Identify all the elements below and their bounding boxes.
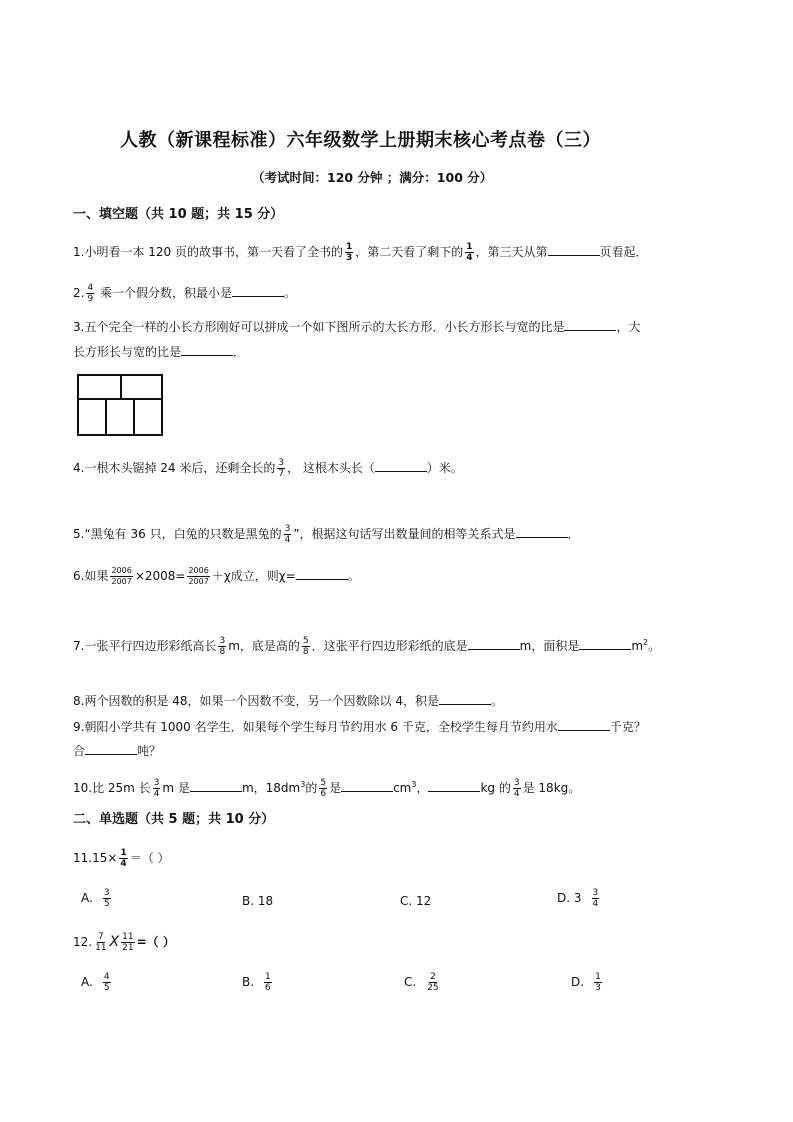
- question-9-line-1: 9.朝阳小学共有 1000 名学生．如果每个学生每月节约用水 6 千克，全校学生每月节约用水 千克？: [73, 717, 646, 737]
- fraction: $\frac{3}{4}$: [284, 524, 291, 545]
- answer-blank[interactable]: [85, 741, 137, 755]
- answer-blank[interactable]: [516, 524, 568, 538]
- answer-blank[interactable]: [428, 778, 480, 792]
- fraction: $\frac{1}{3}$: [595, 972, 601, 993]
- section-heading-single-choice: 二、单选题（共 5 题；共 10 分）: [73, 812, 275, 827]
- option-c[interactable]: C. 12: [400, 894, 432, 908]
- fraction: $\frac{1}{3}$: [345, 242, 353, 263]
- figure-horizontal-line: [79, 398, 161, 400]
- question-11: 11.15× $\frac{1}{4}$ ＝（ ）: [73, 848, 170, 869]
- answer-blank[interactable]: [232, 283, 284, 297]
- fraction: $\frac{1}{4}$: [120, 848, 127, 869]
- page-title: 人教（新课程标准）六年级数学上册期末核心考点卷（三）: [120, 130, 601, 151]
- fraction: $\frac{3}{4}$: [592, 888, 599, 909]
- fraction: $\frac{2006}{2007}$: [111, 566, 132, 586]
- answer-blank[interactable]: [181, 342, 233, 356]
- option-c[interactable]: C. $\frac{2}{25}$: [404, 972, 439, 993]
- answer-blank[interactable]: [564, 317, 616, 331]
- section-heading-fill-in: 一、填空题（共 10 题；共 15 分）: [73, 207, 284, 222]
- option-a[interactable]: A. $\frac{3}{5}$: [81, 888, 110, 909]
- question-8: 8.两个因数的积是 48，如果一个因数不变，另一个因数除以 4，积是 。: [73, 691, 503, 711]
- figure-vertical-line: [120, 376, 122, 398]
- fraction: $\frac{3}{7}$: [278, 458, 285, 479]
- figure-vertical-line: [105, 398, 107, 436]
- answer-blank[interactable]: [341, 778, 393, 792]
- answer-blank[interactable]: [548, 242, 600, 256]
- answer-blank[interactable]: [375, 458, 427, 472]
- fraction: $\frac{4}{5}$: [103, 972, 110, 993]
- fraction: $\frac{2}{25}$: [427, 972, 439, 993]
- fraction: $\frac{4}{9}$: [87, 283, 94, 304]
- fraction: $\frac{11}{21}$: [122, 932, 134, 953]
- figure-vertical-line: [133, 398, 135, 436]
- option-d[interactable]: D. 3 $\frac{3}{4}$: [557, 888, 599, 909]
- answer-blank[interactable]: [579, 636, 631, 650]
- fraction: $\frac{3}{8}$: [219, 636, 226, 657]
- option-b[interactable]: B. 18: [242, 894, 274, 908]
- question-12: 12. $\frac{7}{11}$ X $\frac{11}{21}$ =（ ）: [73, 932, 175, 953]
- fraction: $\frac{3}{4}$: [153, 778, 160, 799]
- fraction: $\frac{5}{6}$: [320, 778, 327, 799]
- option-a[interactable]: A. $\frac{4}{5}$: [81, 972, 110, 993]
- question-3-line-1: 3.五个完全一样的小长方形刚好可以拼成一个如下图所示的大长方形．小长方形长与宽的比是 ，大: [73, 317, 640, 337]
- fraction: $\frac{1}{6}$: [265, 972, 271, 993]
- option-d[interactable]: D. $\frac{1}{3}$: [571, 972, 601, 993]
- answer-blank[interactable]: [190, 778, 242, 792]
- rectangle-figure: [77, 374, 163, 436]
- fraction: $\frac{3}{4}$: [513, 778, 520, 799]
- answer-blank[interactable]: [558, 717, 610, 731]
- question-6: 6.如果 $\frac{2006}{2007}$ ×2008= $\frac{2006}{2007}$ ＋χ成立，则χ= 。: [73, 566, 360, 586]
- answer-blank[interactable]: [468, 636, 520, 650]
- question-9-line-2: 合 吨？: [73, 741, 161, 761]
- fraction: $\frac{7}{11}$: [95, 932, 107, 953]
- question-7: 7.一张平行四边形彩纸高长 $\frac{3}{8}$ m，底是高的 $\frac{5}{8}$ ．这张平行四边形彩纸的底是 m，面积是 $m^2$。: [73, 636, 661, 657]
- fraction: $\frac{1}{4}$: [466, 242, 473, 263]
- question-5: 5.“黑兔有 36 只，白兔的只数是黑兔的 $\frac{3}{4}$ ”，根据这句话写出数量间的相等关系式是 ．: [73, 524, 580, 545]
- question-10: 10.比 25m 长 $\frac{3}{4}$ m 是 m，$18dm^3$的 $\frac{5}{6}$ 是 $cm^3$， kg 的 $\frac{3}{4}$ 是 18kg。: [73, 778, 581, 799]
- fraction: $\frac{3}{5}$: [103, 888, 110, 909]
- exam-info: （考试时间：120 分钟 ；满分：100 分）: [252, 170, 493, 185]
- fraction: $\frac{2006}{2007}$: [188, 566, 209, 586]
- question-1: 1.小明看一本 120 页的故事书，第一天看了全书的 $\frac{1}{3}$ ，第二天看了剩下的 $\frac{1}{4}$ ，第三天从第 页看起．: [73, 242, 648, 263]
- question-4: 4.一根木头锯掉 24 米后，还剩全长的 $\frac{3}{7}$ ， 这根木头长（ ）米。: [73, 458, 463, 479]
- fraction: $\frac{5}{8}$: [302, 636, 309, 657]
- answer-blank[interactable]: [296, 566, 348, 580]
- question-2: 2. $\frac{4}{9}$ 乘一个假分数，积最小是 。: [73, 283, 297, 304]
- option-b[interactable]: B. $\frac{1}{6}$: [242, 972, 271, 993]
- answer-blank[interactable]: [439, 691, 491, 705]
- question-3-line-2: 长方形长与宽的比是 ．: [73, 342, 245, 362]
